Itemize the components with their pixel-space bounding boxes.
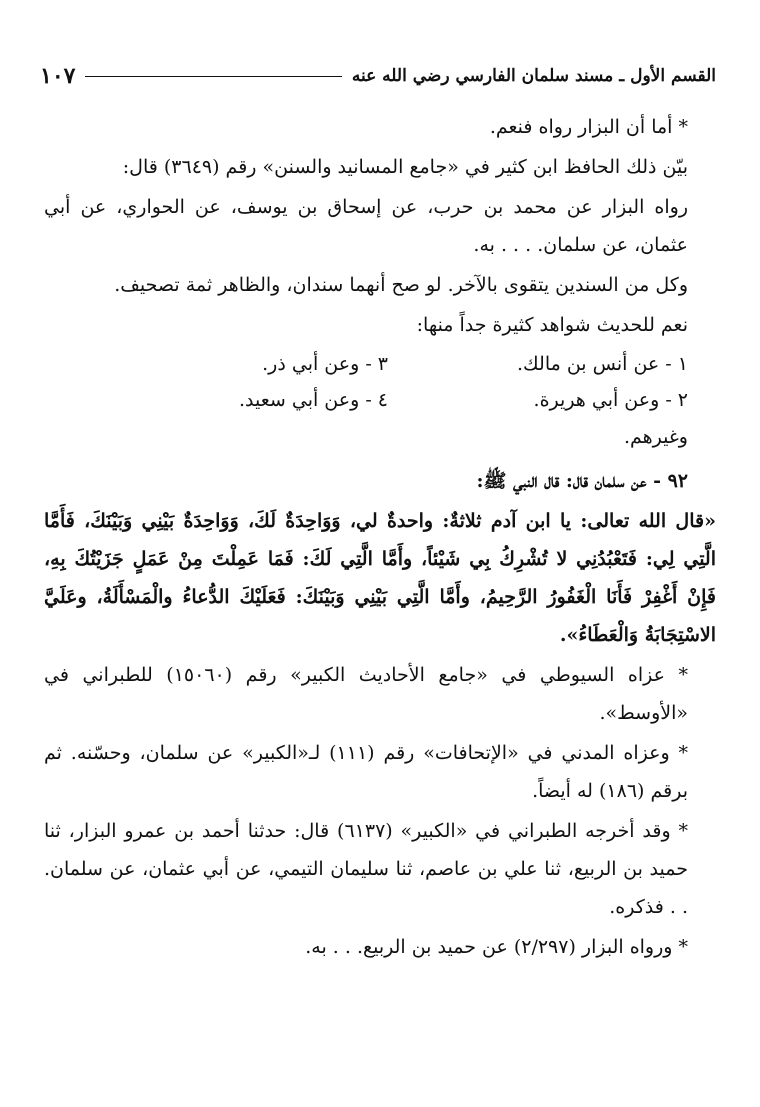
paragraph: بيّن ذلك الحافظ ابن كثير في «جامع المسانيد والسنن» رقم (٣٦٤٩) قال: (122, 156, 688, 178)
page-number: ١٠٧ (40, 63, 76, 89)
paragraph: رواه البزار عن محمد بن حرب، عن إسحاق بن يوسف، عن الحواري، عن أبي عثمان، عن سلمان. . . . به. (44, 196, 688, 256)
paragraph: * أما أن البزار رواه فنعم. (489, 116, 688, 138)
list-row (44, 346, 716, 382)
paragraph: * عزاه السيوطي في «جامع الأحاديث الكبير» رقم (١٥٠٦٠) للطبراني في «الأوسط». (44, 664, 688, 724)
page-body (44, 108, 716, 968)
page-header (40, 58, 716, 94)
paragraph: * وقد أخرجه الطبراني في «الكبير» (٦١٣٧) قال: حدثنا أحمد بن عمرو البزار، ثنا حميد بن الربيع، ثنا علي بن عاصم، ثنا سليمان التيمي، عن أبي عثمان، عن سلمان. . . فذكره. (44, 820, 688, 918)
paragraph: * ورواه البزار (٢/٢٩٧) عن حميد بن الربيع. . . به. (305, 936, 688, 958)
paragraph: نعم للحديث شواهد كثيرة جداً منها: (416, 314, 688, 336)
list-item: ٤ - وعن أبي سعيد. (238, 389, 388, 411)
running-title: القسم الأول ـ مسند سلمان الفارسي رضي الله عنه (351, 66, 716, 86)
header-rule (85, 76, 341, 77)
list-item: ٢ - وعن أبي هريرة. (533, 389, 688, 411)
paragraph: وكل من السندين يتقوى بالآخر. لو صح أنهما سندان، والظاهر ثمة تصحيف. (114, 274, 688, 296)
list-item: ٣ - وعن أبي ذر. (262, 353, 388, 375)
list-row (44, 382, 716, 418)
paragraph: وغيرهم. (623, 426, 688, 448)
hadith-heading: ٩٢ - عن سلمان قال: قال النبي ﷺ: (476, 470, 688, 492)
paragraph: * وعزاه المدني في «الإتحافات» رقم (١١١) لـ«الكبير» عن سلمان، وحسّنه. ثم برقم (١٨٦) له أيضاً. (44, 742, 688, 802)
list-item: ١ - عن أنس بن مالك. (517, 353, 688, 375)
hadith-text: «قال الله تعالى: يا ابن آدم ثلاثةٌ: واحدةٌ لي، وَوَاحِدَةٌ لَكَ، وَوَاحِدَةٌ بَيْنِي وَبَيْنَكَ، فَأَمَّا الَّتِي لِي: فَتَعْبُدُنِي لا تُشْرِكُ بِي شَيْئاً، وأَمَّا الَّتِي لَكَ: فَمَا عَمِلْتَ مِنْ عَمَلٍ جَزَيْتُكَ بِهِ، فَإِنْ أَغْفِرْ فَأَنَا الْغَفُورُ الرَّحِيمُ، وأَمَّا الَّتِي بَيْنِي وَبَيْنَكَ: فَعَلَيْكَ الدُّعاءُ والْمَسْأَلَةُ، وعَلَيَّ الاسْتِجَابَةُ وَالْعَطَاءُ». (44, 510, 716, 646)
